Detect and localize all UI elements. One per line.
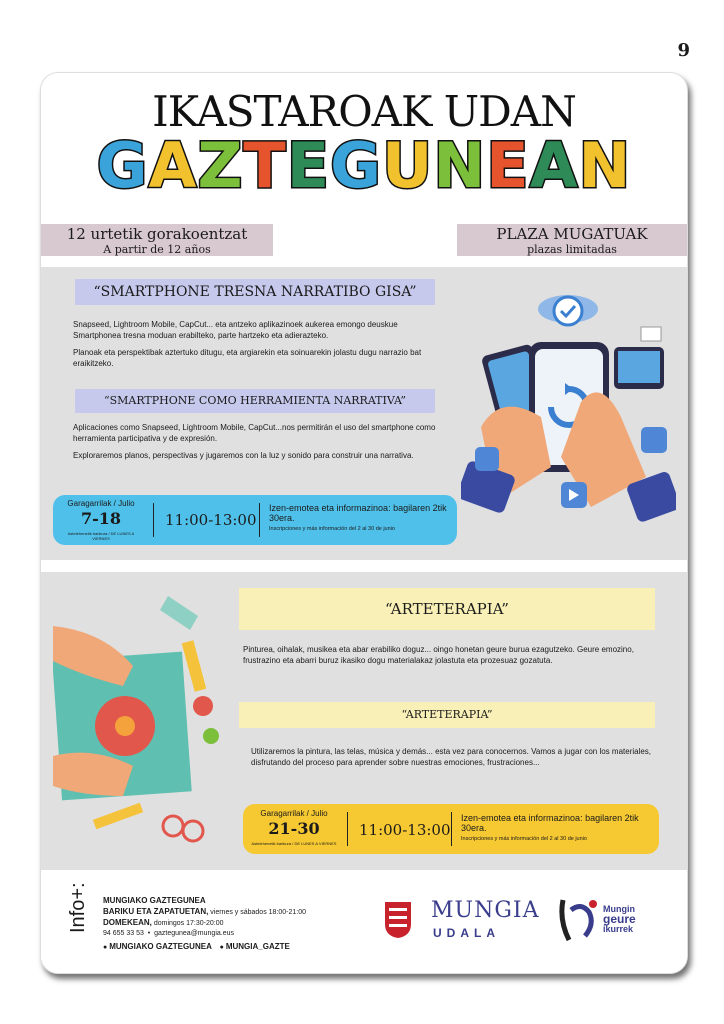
age-tag-sub: A partir de 12 años xyxy=(103,243,211,256)
course2-registration-eu: Izen-emotea eta informazinoa: bagilaren 2tik 30era. xyxy=(461,813,639,833)
course1-section xyxy=(41,267,687,560)
course1-text-eu xyxy=(73,319,443,375)
course1-info-box xyxy=(53,495,457,545)
logo-geure-text xyxy=(603,904,636,934)
course1-time: 11:00-13:00 xyxy=(165,511,257,529)
info-label: Info+: xyxy=(67,882,89,933)
divider xyxy=(347,812,348,846)
title-line1: IKASTAROAK UDAN xyxy=(152,87,576,136)
flyer-card xyxy=(40,72,688,974)
title-letter: A xyxy=(148,129,198,202)
course1-text-es-2: Exploraremos planos, perspectivas y jugaremos con la luz y sonido para construir una narrativa. xyxy=(73,451,414,460)
places-tag-main: PLAZA MUGATUAK xyxy=(496,225,648,243)
logo-mungia: MUNGIA xyxy=(431,898,540,923)
title-letter: U xyxy=(381,129,434,202)
footer-hours1-bold: BARIKU ETA ZAPATUETAN, xyxy=(103,907,209,916)
course2-dates: 21-30 xyxy=(268,819,320,838)
divider xyxy=(451,812,452,846)
title-letter: N xyxy=(433,129,487,202)
course2-title-es: “ARTETERAPIA” xyxy=(239,702,655,728)
course2-days-note: Astelehenetik barikura / DE LUNES A VIERNES xyxy=(251,841,337,846)
mungia-coat-of-arms-icon xyxy=(383,900,413,940)
footer-hours2-bold: DOMEKEAN, xyxy=(103,918,152,927)
title-letter: E xyxy=(286,129,331,202)
instagram-icon: ● xyxy=(219,944,224,951)
places-tag xyxy=(457,224,687,256)
footer-facebook: MUNGIAKO GAZTEGUNEA xyxy=(109,942,212,951)
footer-phone: 94 655 33 53 xyxy=(103,930,144,937)
divider xyxy=(153,503,154,537)
age-tag-main: 12 urtetik gorakoentzat xyxy=(66,225,248,243)
title-letter: G xyxy=(96,129,149,202)
places-tag-sub: plazas limitadas xyxy=(527,243,617,256)
logo-geure-line3: ikurrek xyxy=(603,924,634,934)
footer xyxy=(41,870,687,973)
course1-title-eu: “SMARTPHONE TRESNA NARRATIBO GISA” xyxy=(75,279,435,305)
title-letter: Z xyxy=(197,129,244,202)
course1-registration-es: Inscripciones y más información del 2 al 30 de junio xyxy=(269,526,395,532)
divider xyxy=(259,503,260,537)
course2-section xyxy=(41,572,687,870)
course2-text-es: Utilizaremos la pintura, las telas, música y demás... esta vez para conocernos. Vamos a jugar con los materiales, disfrutando del proceso para aprender sobre nuestras emociones, frustraciones... xyxy=(251,747,652,767)
course2-text-eu: Pinturea, oihalak, musikea eta abar erabiliko doguz... oingo honetan geure burua ezagutzeko. Geure emozino, frustrazino eta abarri buruz ikasiko dogu materialakaz jolastuta eta prozesuaz gozatuta. xyxy=(243,645,634,665)
mungin-geure-ikurrek-logo-icon xyxy=(557,896,601,944)
course2-month: Garagarrilak / Julio xyxy=(260,809,328,818)
course1-text-es-1: Aplicaciones como Snapseed, Lightroom Mobile, CapCut...nos permitirán el uso del smartphone como herramienta participativa y de expresión. xyxy=(73,423,436,443)
title-letter: G xyxy=(330,129,382,202)
course1-registration-eu: Izen-emotea eta informazinoa: bagilaren 2tik 30era. xyxy=(269,503,447,523)
facebook-icon: ● xyxy=(103,944,108,951)
footer-instagram: MUNGIA_GAZTE xyxy=(225,942,290,951)
course1-text-eu-1: Snapseed, Lightroom Mobile, CapCut... eta antzeko aplikazinoek aukerea emongo deuskue Smartphonea tresna moduan erabilteko, parte hartzeko eta adierazteko. xyxy=(73,320,398,340)
footer-contact-info: MUNGIAKO GAZTEGUNEA BARIKU ETA ZAPATUETAN, viernes y sábados 18:00-21:00 DOMEKEAN, domingos 17:30-20:00 94 655 33 53 • gaztegunea@mungia.eus ● MUNGIAKO GAZTEGUNEA ● MUNGIA_GAZTE xyxy=(103,896,307,951)
course1-days-note: Astelehenetik barikura / DE LUNES A VIERNES xyxy=(67,531,135,541)
course1-month: Garagarrilak / Julio xyxy=(67,499,135,508)
course2-time: 11:00-13:00 xyxy=(359,821,451,839)
course2-registration-es: Inscripciones y más información del 2 al 30 de junio xyxy=(461,836,587,842)
course1-title-es: “SMARTPHONE COMO HERRAMIENTA NARRATIVA” xyxy=(75,389,435,413)
title-letter: T xyxy=(243,129,287,202)
course1-text-eu-2: Planoak eta perspektibak aztertuko ditugu, eta argiarekin eta soinuarekin jolastu dugu narrazio bat eraikitzeko. xyxy=(73,348,422,368)
footer-org: MUNGIAKO GAZTEGUNEA xyxy=(103,896,206,905)
smartphone-illustration-icon xyxy=(461,287,676,527)
title-gaztegunea xyxy=(41,129,687,202)
course1-text-es xyxy=(73,422,453,467)
course2-title-eu: “ARTETERAPIA” xyxy=(239,588,655,630)
footer-hours2: domingos 17:30-20:00 xyxy=(151,920,224,927)
title-letter: A xyxy=(529,129,579,202)
footer-email: gaztegunea@mungia.eus xyxy=(154,930,234,937)
age-tag xyxy=(41,224,273,256)
title-letter: N xyxy=(578,129,632,202)
title-letter: E xyxy=(486,129,530,202)
art-therapy-illustration-icon xyxy=(53,586,223,856)
logo-udala: UDALA xyxy=(433,926,500,940)
logo-geure-line2: geure xyxy=(603,912,636,926)
course1-dates: 7-18 xyxy=(80,509,122,528)
page-number: 9 xyxy=(677,40,690,61)
logo-geure-line1: Mungin xyxy=(603,904,635,914)
course2-info-box xyxy=(243,804,659,854)
footer-hours1: viernes y sábados 18:00-21:00 xyxy=(208,909,307,916)
